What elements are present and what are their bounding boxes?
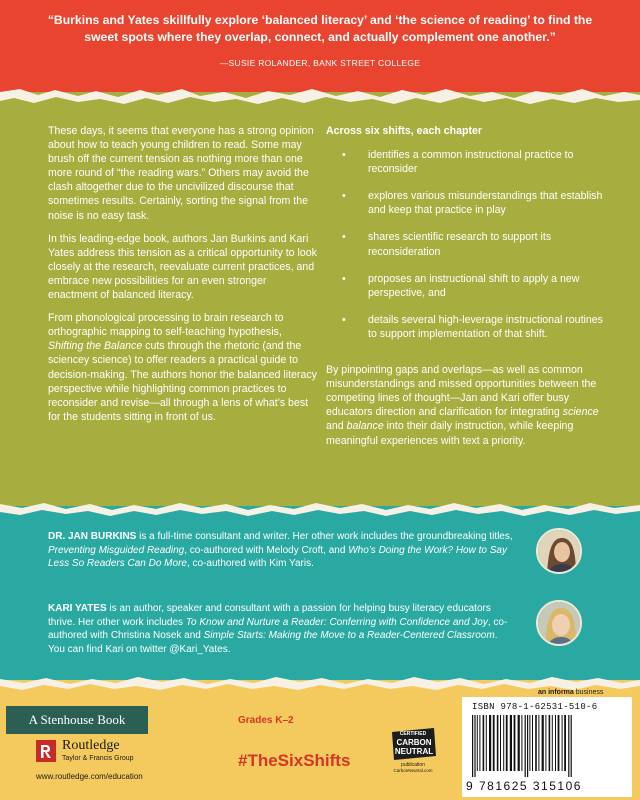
torn-paper-edge-top xyxy=(0,86,640,108)
barcode-bar xyxy=(527,715,528,777)
barcode-bar xyxy=(472,715,473,777)
publisher-subtitle: Taylor & Francis Group xyxy=(62,755,134,762)
barcode-bar xyxy=(568,715,569,777)
barcode-bar xyxy=(489,715,491,771)
bullet-icon: • xyxy=(342,149,346,162)
informa-business-label: an informa business xyxy=(538,689,604,696)
barcode-bar xyxy=(506,715,508,771)
description-paragraph: In this leading-edge book, authors Jan Burkins and Kari Yates address this tension as a critical opportunity to look closely at the research, reevaluate current practices, and embrace new possibilities for an even stronger enactment of balanced literacy. xyxy=(48,232,317,302)
shifts-list xyxy=(342,148,610,341)
hashtag: #TheSixShifts xyxy=(238,751,351,770)
author-bio-yates: KARI YATES is an author, speaker and consultant with a passion for helping busy literacy educators thrive. Her other work includes To Know and Nurture a Reader: Conferring with Confidence and Joy, co-authored with Christina Nosek and Simple Starts: Making the Move to a Reader-Centered Classroom. You can find Kari on twitter @Kari_Yates. xyxy=(48,603,508,655)
barcode-bar xyxy=(497,715,499,771)
endorsement-quote: “Burkins and Yates skillfully explore ‘balanced literacy’ and ‘the science of reading’ to find the sweet spots where they overlap, connect, and actually complement one another.” xyxy=(47,13,593,44)
barcode-bar xyxy=(483,715,485,771)
list-item: • proposes an instructional shift to apply a new perspective, and xyxy=(342,272,580,299)
list-item: • details several high-leverage instructional routines to support implementation of that shift. xyxy=(342,313,603,340)
bullet-icon: • xyxy=(342,272,346,285)
barcode-bar xyxy=(518,715,520,771)
list-item: • shares scientific research to support its reconsideration xyxy=(342,231,552,258)
isbn-text: ISBN 978-1-62531-510-6 xyxy=(472,702,598,712)
barcode-bar xyxy=(564,715,566,771)
barcode-bar xyxy=(529,715,530,771)
grade-level: Grades K–2 xyxy=(238,715,294,726)
barcode-bar xyxy=(479,715,480,771)
author-photo-yates xyxy=(536,600,582,646)
barcode-bar xyxy=(514,715,516,771)
barcode-bar xyxy=(503,715,504,771)
author-name: DR. JAN BURKINS xyxy=(48,531,137,542)
author-bio-burkins: DR. JAN BURKINS is a full-time consultant and writer. Her other work includes the groundbreaking titles, Preventing Misguided Reading, co-authored with Melody Croft, and Who’s Doing the Work? How to Say Less So Readers Can Do More, co-authored with Kim Yaris. xyxy=(48,531,513,570)
barcode-bar xyxy=(549,715,551,771)
barcode-bar xyxy=(535,715,537,771)
barcode-bar xyxy=(493,715,495,771)
barcode-bar xyxy=(486,715,487,771)
barcode-bar xyxy=(510,715,512,771)
barcode-bar xyxy=(558,715,560,771)
shifts-heading: Across six shifts, each chapter xyxy=(326,125,483,137)
publisher-url: www.routledge.com/education xyxy=(36,772,143,781)
barcode-bar xyxy=(474,715,475,777)
description-paragraph: From phonological processing to brain research to orthographic mapping to self-teaching hypothesis, Shifting the Balance cuts through the rhetoric (and the sciencey science) to offer readers a practical guide to decision-making. The authors honor the balanced literacy perspective while highlighting common practices to reconsider and revise—all through a lens of what’s best for the students sitting in front of us. xyxy=(48,312,317,423)
shifts-column xyxy=(326,124,610,448)
carbon-word: CARBON xyxy=(396,738,432,747)
book-title: Shifting the Balance xyxy=(48,340,143,353)
publisher-name: Routledge xyxy=(62,738,120,753)
carbon-certified-text: CERTIFIED xyxy=(399,731,427,737)
carbon-neutral-logo-icon xyxy=(386,722,440,774)
bullet-icon: • xyxy=(342,190,346,203)
barcode-bar xyxy=(477,715,478,771)
barcode-bar xyxy=(562,715,563,771)
closing-paragraph: By pinpointing gaps and overlaps—as well as common misunderstandings and missed opportunities between the competing lines of thought—Jan and Kari offer busy educators direction and clarification for integrating science and balance into their daily instruction, while keeping meaningful experiences with text a priority. xyxy=(326,364,599,447)
author-name: KARI YATES xyxy=(48,603,107,614)
barcode-panel xyxy=(462,697,632,797)
description-column xyxy=(48,124,318,433)
barcode-bar xyxy=(525,715,526,777)
carbon-url-text: CarbonNeutral.com xyxy=(393,768,433,773)
bullet-icon: • xyxy=(342,231,346,244)
barcode-bar xyxy=(542,715,544,771)
barcode-bar xyxy=(571,715,572,777)
author-photo-burkins xyxy=(536,528,582,574)
description-paragraph: These days, it seems that everyone has a strong opinion about how to teach young children to read. Some may brush off the current tension as nothing more than one more round of “the reading wars.” Others may avoid the clash altogether due to the uncivilized discourse that sometimes results. Certainly, sorting the signal from the noise is no easy task. xyxy=(48,125,314,222)
barcode-bar xyxy=(538,715,539,771)
barcode-bar xyxy=(555,715,556,771)
neutral-word: NEUTRAL xyxy=(394,747,434,756)
barcode-bar xyxy=(500,715,501,771)
list-item: • identifies a common instructional practice to reconsider xyxy=(342,149,574,176)
barcode-bar xyxy=(545,715,546,771)
barcode-bar xyxy=(552,715,553,771)
ean-number: 9 781625 315106 xyxy=(466,779,582,793)
endorsement-attribution: —SUSIE ROLANDER, BANK STREET COLLEGE xyxy=(219,58,421,68)
carbon-publication-text: publication xyxy=(401,762,425,768)
bullet-icon: • xyxy=(342,313,346,326)
stenhouse-imprint-badge: A Stenhouse Book xyxy=(6,706,148,734)
list-item: • explores various misunderstandings that establish and keep that practice in play xyxy=(342,190,603,217)
barcode-bar xyxy=(521,715,522,771)
torn-paper-edge-middle xyxy=(0,500,640,518)
barcode-bar xyxy=(532,715,533,771)
routledge-logo-icon xyxy=(36,740,56,762)
barcode-icon xyxy=(466,715,628,777)
